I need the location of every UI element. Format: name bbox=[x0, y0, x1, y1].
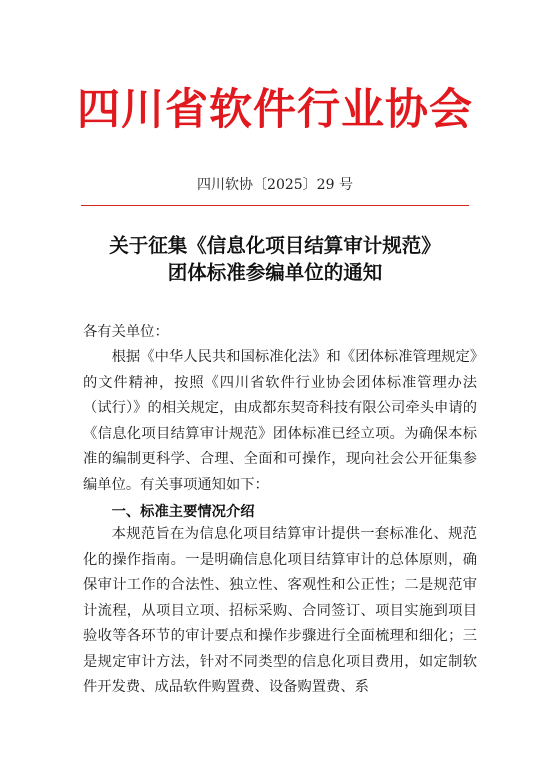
section-heading-1: 一、标准主要情况介绍 bbox=[111, 504, 255, 520]
body-paragraph-1: 根据《中华人民共和国标准化法》和《团体标准管理规定》的文件精神，按照《四川省软件行业协会团体标准管理办法（试行）》的相关规定，由成都东契奇科技有限公司牵头申请的《信息化项目结算审计规范》团体标准已经立项。为确保本标准的编制更科学、合理、全面和可操作，现向社会公开征集参编单位。有关事项通知如下： bbox=[83, 349, 477, 493]
document-title-line1: 关于征集《信息化项目结算审计规范》 bbox=[109, 234, 441, 257]
salutation: 各有关单位： bbox=[83, 324, 169, 340]
document-title bbox=[0, 232, 550, 286]
document-title-line2: 团体标准参编单位的通知 bbox=[167, 261, 383, 284]
document-number: 四川软协〔2025〕29 号 bbox=[197, 177, 353, 193]
red-divider-line bbox=[81, 205, 469, 206]
body-paragraph-2: 本规范旨在为信息化项目结算审计提供一套标准化、规范化的操作指南。一是明确信息化项目结算审计的总体原则，确保审计工作的合法性、独立性、客观性和公正性；二是规范审计流程，从项目立项、招标采购、合同签订、项目实施到项目验收等各环节的审计要点和操作步骤进行全面梳理和细化；三是规定审计方法，针对不同类型的信息化项目费用，如定制软件开发费、成品软件购置费、设备购置费、系 bbox=[83, 526, 477, 695]
organization-header: 四川省软件行业协会 bbox=[77, 85, 473, 135]
